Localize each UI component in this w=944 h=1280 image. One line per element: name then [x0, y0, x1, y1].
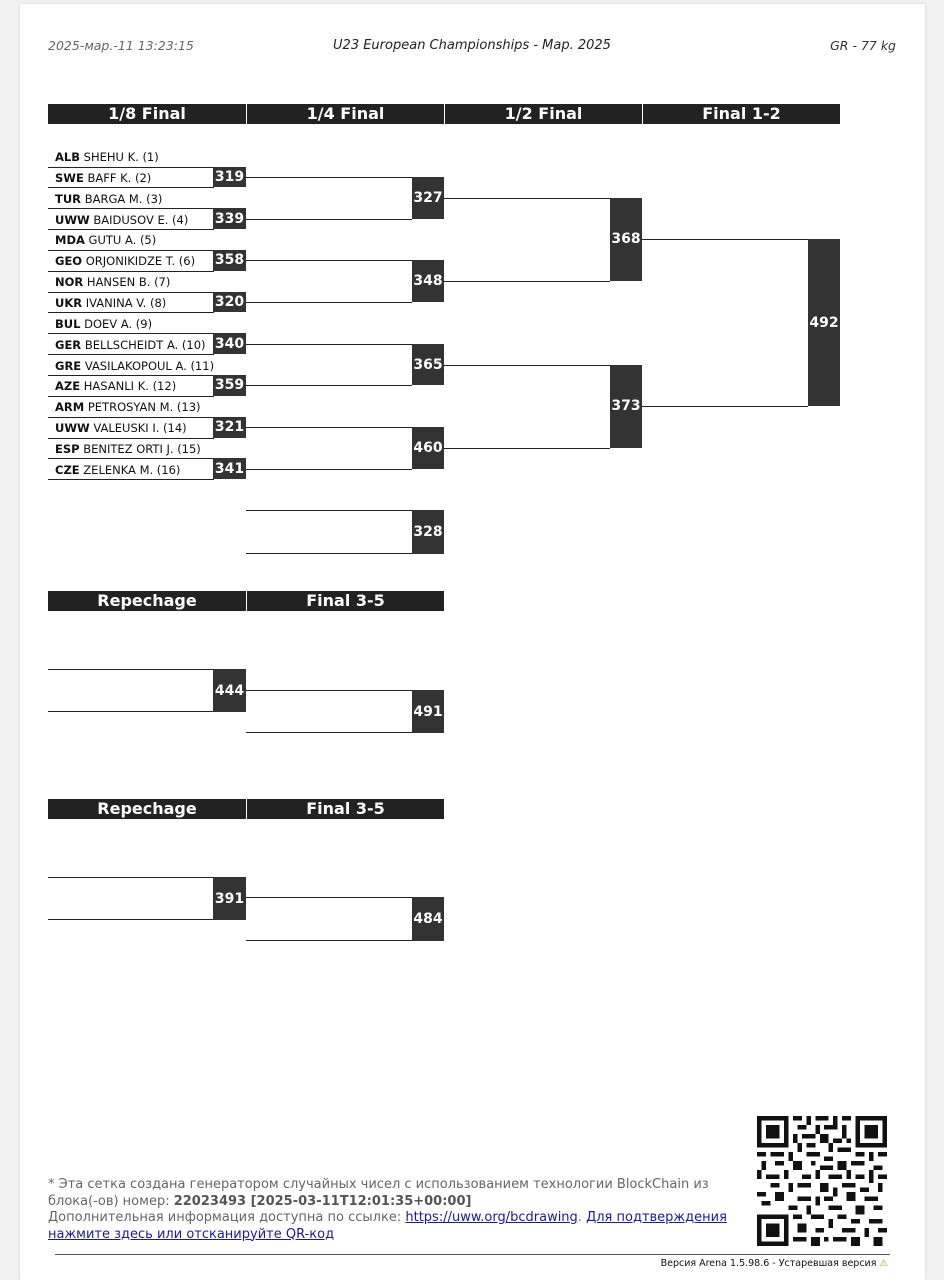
bout-box-sf[interactable]: 368	[610, 198, 642, 281]
wrestler-name: BENITEZ ORTI J. (15)	[83, 441, 201, 456]
wrestler-entry[interactable]	[55, 171, 151, 185]
wrestler-name: GUTU A. (5)	[88, 233, 157, 248]
wrestler-entry[interactable]	[55, 463, 180, 477]
wrestler-entry[interactable]	[55, 213, 188, 227]
repechage-line	[246, 940, 412, 941]
bout-box-r16[interactable]: 320	[213, 292, 246, 313]
country-code: ESP	[55, 441, 80, 456]
wrestler-entry[interactable]	[55, 400, 201, 414]
winner-line-qf	[444, 281, 610, 282]
bracket-line	[246, 510, 412, 511]
repechage-line	[246, 690, 412, 691]
wrestler-name: HASANLI K. (12)	[83, 379, 177, 394]
footer-line1: * Эта сетка создана генератором случайных чисел с использованием технологии BlockChain из блока(-ов) номер:	[48, 1177, 709, 1209]
bout-box-qf[interactable]: 460	[412, 427, 444, 469]
wrestler-name: ORJONIKIDZE T. (6)	[85, 254, 196, 269]
country-code: AZE	[55, 379, 81, 394]
wrestler-entry[interactable]	[55, 275, 170, 289]
wrestler-name: HANSEN B. (7)	[86, 275, 171, 290]
warning-icon: ⚠	[879, 1258, 888, 1269]
wrestler-line	[48, 354, 214, 355]
wrestler-line	[48, 375, 214, 376]
repechage-line	[48, 669, 214, 670]
wrestler-name: SHEHU K. (1)	[83, 150, 159, 164]
wrestler-line	[48, 271, 214, 272]
bout-box-r16[interactable]: 319	[213, 167, 246, 188]
wrestler-entry[interactable]	[55, 317, 152, 331]
country-code: SWE	[55, 170, 84, 185]
wrestler-entry[interactable]	[55, 359, 214, 373]
repechage-line	[246, 897, 412, 898]
country-code: TUR	[55, 191, 82, 206]
bout-box-r16[interactable]: 341	[213, 458, 246, 479]
bout-box-r16[interactable]: 321	[213, 417, 246, 438]
wrestler-name: BELLSCHEIDT A. (10)	[84, 337, 206, 352]
wrestler-line	[48, 312, 214, 313]
wrestler-name: ZELENKA M. (16)	[83, 462, 181, 477]
col-head-final35-2: Final 3-5	[246, 799, 444, 819]
wrestler-name: VASILAKOPOUL A. (11)	[84, 358, 215, 373]
event-title: U23 European Championships - Мар. 2025	[333, 38, 611, 53]
winner-line-sf	[642, 239, 808, 240]
wrestler-line	[48, 250, 214, 251]
print-datetime: 2025-мар.-11 13:23:15	[48, 38, 194, 53]
version-text	[661, 1258, 888, 1269]
footer-divider	[55, 1254, 890, 1255]
country-code: MDA	[55, 233, 85, 248]
wrestler-name: PETROSYAN M. (13)	[87, 400, 201, 415]
country-code: UKR	[55, 295, 83, 310]
wrestler-line	[48, 292, 214, 293]
bout-box-sf[interactable]: 373	[610, 365, 642, 448]
bout-box-qf[interactable]: 348	[412, 260, 444, 302]
footer-confirm-link[interactable]: Для подтверждения нажмите здесь или отсканируйте QR-код	[48, 1210, 727, 1242]
wrestler-line	[48, 396, 214, 397]
wrestler-entry[interactable]	[55, 192, 162, 206]
version-label: Версия Arena 1.5.98.6 - Устаревшая версия	[660, 1258, 877, 1269]
weight-category: GR - 77 kg	[830, 38, 896, 53]
footer-line2: Дополнительная информация доступна по ссылке:	[48, 1210, 402, 1225]
wrestler-name: IVANINA V. (8)	[85, 295, 167, 310]
bout-box-qf[interactable]: 365	[412, 344, 444, 386]
winner-line-qf	[444, 365, 610, 366]
bout-box-r16[interactable]: 340	[213, 333, 246, 354]
winner-line-sf	[642, 406, 808, 407]
country-code: ARM	[55, 400, 85, 415]
wrestler-name: DOEV A. (9)	[84, 316, 153, 331]
wrestler-entry[interactable]	[55, 296, 166, 310]
bout-box-final[interactable]: 492	[808, 239, 840, 406]
winner-line-r16	[246, 344, 412, 345]
winner-line-r16	[246, 219, 412, 220]
footer-block-number: 22023493 [2025-03-11T12:01:35+00:00]	[173, 1193, 472, 1209]
wrestler-entry[interactable]	[55, 150, 159, 164]
wrestler-line	[48, 458, 214, 459]
col-head-final35-1: Final 3-5	[246, 591, 444, 611]
wrestler-line	[48, 167, 214, 168]
repechage-bout-box[interactable]: 391	[213, 877, 246, 920]
country-code: UWW	[55, 212, 90, 227]
winner-line-r16	[246, 469, 412, 470]
col-head-qf: 1/4 Final	[246, 104, 444, 124]
col-head-repechage-2: Repechage	[48, 799, 246, 819]
col-head-repechage-1: Repechage	[48, 591, 246, 611]
country-code: ALB	[55, 150, 80, 164]
country-code: CZE	[55, 462, 80, 477]
winner-line-qf	[444, 198, 610, 199]
wrestler-line	[48, 187, 214, 188]
country-code: NOR	[55, 275, 84, 290]
winner-line-r16	[246, 177, 412, 178]
footer-note: * Эта сетка создана генератором случайных чисел с использованием технологии BlockChain из блока(-ов) номер: 22023493 [2025-03-11T12:01:35+00:00] Дополнительная информация доступна по ссылке: https://uww.org/bcdrawing. Для подтверждения нажмите здесь или отсканируйте QR-код	[48, 1177, 727, 1242]
wrestler-entry[interactable]	[55, 233, 156, 247]
winner-line-r16	[246, 260, 412, 261]
bout-box-extra[interactable]: 328	[412, 510, 444, 554]
wrestler-line	[48, 333, 214, 334]
bout-box-qf[interactable]: 327	[412, 177, 444, 219]
wrestler-entry[interactable]	[55, 254, 195, 268]
wrestler-line	[48, 229, 214, 230]
winner-line-r16	[246, 427, 412, 428]
wrestler-line	[48, 208, 214, 209]
bout-box-r16[interactable]: 358	[213, 250, 246, 271]
wrestler-line	[48, 479, 214, 480]
wrestler-entry[interactable]	[55, 379, 176, 393]
country-code: GRE	[55, 358, 82, 373]
repechage-line	[48, 711, 214, 712]
bout-box-r16[interactable]: 339	[213, 208, 246, 229]
wrestler-name: BAIDUSOV E. (4)	[93, 212, 189, 227]
wrestler-name: VALEUSKI I. (14)	[93, 421, 187, 436]
repechage-line	[48, 877, 214, 878]
qr-code[interactable]	[757, 1116, 887, 1246]
winner-line-r16	[246, 302, 412, 303]
wrestler-name: BARGA M. (3)	[84, 191, 163, 206]
country-code: GEO	[55, 254, 83, 269]
winner-line-r16	[246, 385, 412, 386]
repechage-line	[246, 732, 412, 733]
bronze-bout-box[interactable]: 491	[412, 690, 444, 733]
wrestler-entry[interactable]	[55, 338, 206, 352]
wrestler-line	[48, 438, 214, 439]
wrestler-entry[interactable]	[55, 421, 187, 435]
footer-link[interactable]: https://uww.org/bcdrawing	[405, 1210, 578, 1225]
country-code: GER	[55, 337, 82, 352]
wrestler-name: BAFF K. (2)	[87, 170, 152, 185]
col-head-final: Final 1-2	[642, 104, 840, 124]
winner-line-qf	[444, 448, 610, 449]
country-code: BUL	[55, 316, 81, 331]
repechage-line	[48, 919, 214, 920]
bronze-bout-box[interactable]: 484	[412, 897, 444, 941]
country-code: UWW	[55, 421, 90, 436]
wrestler-entry[interactable]	[55, 442, 201, 456]
wrestler-line	[48, 417, 214, 418]
bout-box-r16[interactable]: 359	[213, 375, 246, 396]
repechage-bout-box[interactable]: 444	[213, 669, 246, 712]
bracket-line	[246, 553, 412, 554]
col-head-r16: 1/8 Final	[48, 104, 246, 124]
col-head-sf: 1/2 Final	[444, 104, 642, 124]
